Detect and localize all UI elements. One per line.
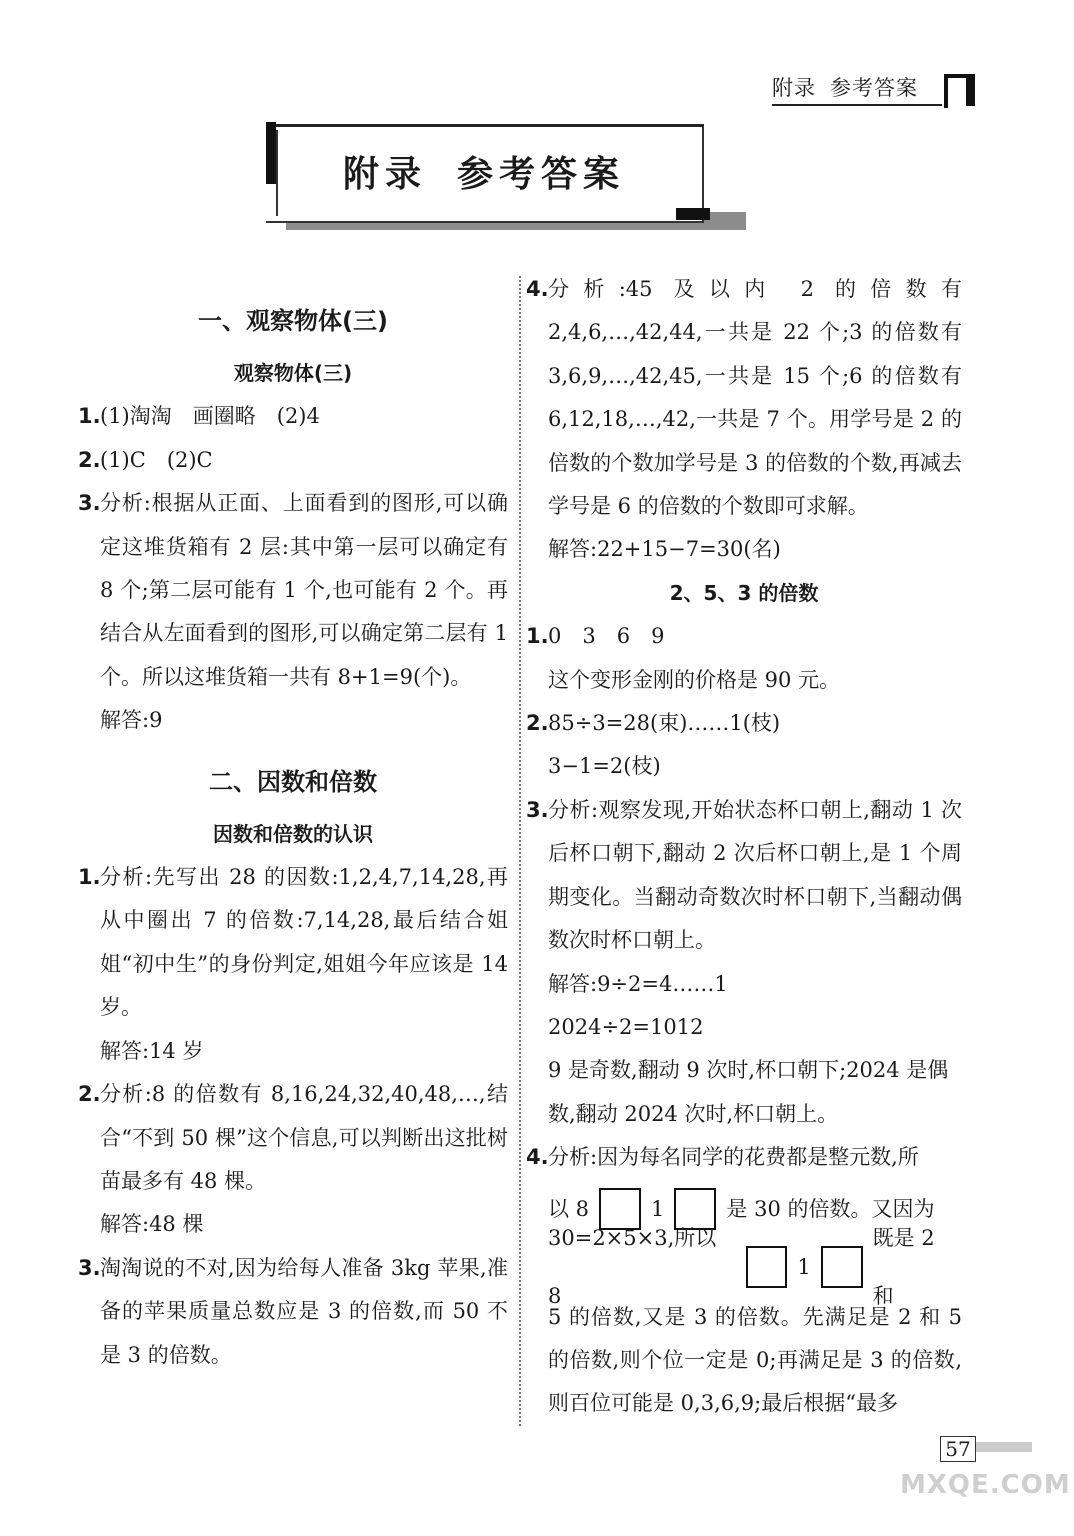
page-number: 57 (940, 1436, 976, 1462)
item-text: 分析:8 的倍数有 8,16,24,32,40,48,…,结合“不到 50 棵”这个信息,可以判断出这批树苗最多有 48 棵。 (100, 1082, 508, 1193)
answer-item (78, 482, 508, 699)
header-bar-decoration (966, 74, 975, 106)
watermark: MXQE.COM (900, 1470, 1071, 1500)
blank-box (821, 1246, 863, 1288)
running-header (772, 72, 942, 106)
box-row-text: 以 8 (548, 1196, 590, 1221)
answer-line: 这个变形金刚的价格是 90 元。 (548, 667, 841, 692)
subsection-heading: 观察物体(三) (233, 361, 353, 385)
subsection-heading: 2、5、3 的倍数 (669, 580, 819, 605)
answer-item (78, 395, 508, 438)
answer-item (78, 856, 508, 1030)
item-text: 分析:根据从正面、上面看到的图形,可以确定这堆货箱有 2 层:其中第一层可以确定有 8 个;第二层可能有 1 个,也可能有 2 个。再结合从左面看到的图形,可以确定第二层有 1 个。所以这堆货箱一共有 8+1=9(个)。 (100, 491, 508, 689)
answer-item (526, 789, 962, 963)
answer-line: 5 的倍数,又是 3 的倍数。先满足是 2 和 5 的倍数,则个位一定是 0;再满足是 3 的倍数,则百位可能是 0,3,6,9;最后根据“最多 (548, 1304, 962, 1416)
blank-box (746, 1246, 788, 1288)
blank-box-row (526, 1225, 962, 1308)
box-row-text: 30=2×5×3,所以 8 (548, 1225, 717, 1308)
answer-item (526, 268, 962, 528)
answer-line: 解答:9÷2=4……1 (548, 971, 728, 996)
box-row-text: 是 30 的倍数。又因为 (726, 1196, 935, 1221)
item-text: 分析:先写出 28 的因数:1,2,4,7,14,28,再从中圈出 7 的倍数:7,14,28,最后结合姐姐“初中生”的身份判定,姐姐今年应该是 14 岁。 (100, 865, 508, 1020)
page-title-a: 附录 (342, 154, 427, 195)
running-header-a: 附录 (772, 76, 816, 100)
box-row-text: 1 (651, 1196, 665, 1221)
item-text: (1)淘淘 画圈略 (2)4 (100, 404, 320, 429)
header-bracket-decoration (944, 74, 968, 108)
page-title (266, 146, 702, 197)
right-column (526, 268, 962, 1426)
item-number: 4. (526, 1145, 549, 1170)
item-number: 3. (78, 1255, 101, 1280)
answer-line: 解答:14 岁 (100, 1038, 204, 1063)
item-text: 分析:45 及以内 2 的倍数有 2,4,6,…,42,44,一共是 22 个;3 的倍数有 3,6,9,…,42,45,一共是 15 个;6 的倍数有 6,12,18,…,42,一共是 7 个。用学号是 2 的倍数的个数加学号是 3 的倍数的个数,再减去学号是 6 的倍数的个数即可求解。 (548, 277, 962, 519)
item-text: 淘淘说的不对,因为给每人准备 3kg 苹果,准备的苹果质量总数应是 3 的倍数,而 50 不是 3 的倍数。 (100, 1255, 508, 1367)
answer-item (526, 615, 962, 658)
section-heading: 二、因数和倍数 (209, 767, 377, 796)
answer-line: 解答:22+15−7=30(名) (548, 537, 781, 562)
item-number: 3. (526, 797, 549, 822)
running-header-b: 参考答案 (830, 76, 918, 100)
item-number: 1. (526, 624, 549, 649)
banner-dark-block (676, 208, 710, 220)
item-number: 1. (78, 865, 101, 890)
answer-line: 9 是奇数,翻动 9 次时,杯口朝下;2024 是偶数,翻动 2024 次时,杯口朝上。 (548, 1058, 949, 1126)
subsection-heading: 因数和倍数的认识 (213, 821, 373, 846)
item-number: 4. (526, 277, 549, 301)
answer-item (78, 439, 508, 482)
page-title-b: 参考答案 (457, 154, 626, 195)
left-column (78, 290, 508, 1377)
item-number: 1. (78, 404, 101, 429)
section-heading: 一、观察物体(三) (198, 307, 388, 335)
item-text: 分析:观察发现,开始状态杯口朝上,翻动 1 次后杯口朝下,翻动 2 次后杯口朝上,是 1 个周期变化。当翻动奇数次时杯口朝下,当翻动偶数次时杯口朝上。 (548, 797, 962, 953)
answer-item (526, 702, 962, 745)
page-number-bar (976, 1442, 1032, 1452)
box-row-text: 既是 2 和 (872, 1225, 935, 1308)
item-number: 2. (526, 711, 549, 736)
answer-line: 解答:48 棵 (100, 1212, 204, 1237)
column-divider (519, 276, 521, 1426)
item-number: 2. (78, 447, 101, 472)
item-text: (1)C (2)C (100, 447, 213, 472)
answer-line: 3−1=2(枝) (548, 754, 661, 779)
answer-line: 解答:9 (100, 708, 163, 733)
box-row-text: 1 (797, 1254, 811, 1279)
item-number: 2. (78, 1082, 101, 1107)
answer-item (78, 1247, 508, 1377)
item-text: 分析:因为每名同学的花费都是整元数,所 (548, 1145, 919, 1170)
item-text: 85÷3=28(束)……1(枝) (548, 711, 781, 736)
answer-item (526, 1136, 962, 1179)
answer-line: 2024÷2=1012 (548, 1014, 704, 1039)
item-text: 0 3 6 9 (548, 624, 665, 649)
item-number: 3. (78, 491, 101, 516)
answer-item (78, 1073, 508, 1203)
